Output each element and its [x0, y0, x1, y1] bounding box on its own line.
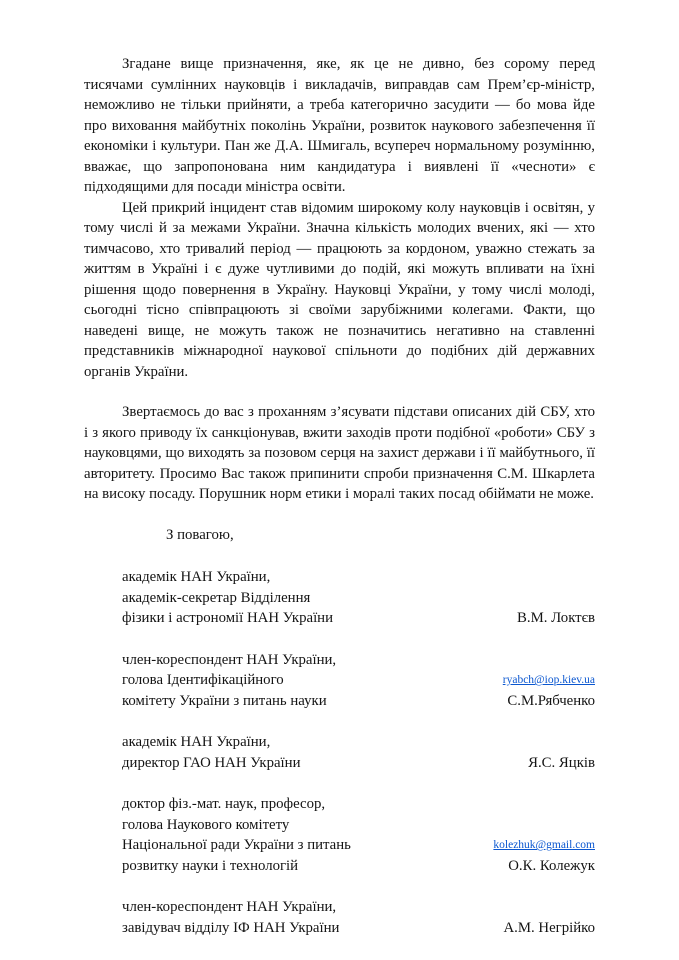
signer-role-line: завідувач відділу ІФ НАН України — [122, 919, 340, 936]
signer-role-line: голова Ідентифікаційного — [122, 672, 284, 688]
signer-roles — [122, 732, 301, 773]
paragraph-incident: Цей прикрий інцидент став відомим широкому колу науковців і освітян, у тому числі й за межами України. Значна кількість молодих вчених, які — хто тимчасово, хто тривалий період — працюють за кордоном, уважно стежать за життям в Україні і є дуже чутливими до подій, які можуть впливати на їхні рішення щодо повернення в Україну. Науковці України, у тому числі молоді, сьогодні тісно співпрацюють зі своїми зарубіжними колегами. Факти, що наведені вище, не можуть також не позначитись негативно на ставленні представників міжнародної наукової спільноти до подібних дій державних органів України. — [84, 199, 595, 380]
signer-role-line: академік НАН України, — [122, 569, 271, 585]
signature-block — [122, 567, 595, 629]
email-link[interactable]: kolezhuk@gmail.com — [493, 839, 595, 851]
signer-identity — [503, 670, 595, 711]
signer-role-line: голова Наукового комітету — [122, 816, 290, 833]
signer-identity — [517, 608, 595, 629]
signer-identity — [503, 918, 595, 939]
closing-salutation: З повагою, — [166, 526, 234, 543]
signer-name: Я.С. Яцків — [528, 754, 595, 771]
paragraph-appointment: Згадане вище призначення, яке, як це не дивно, без сорому перед тисячами сумлінних науковців і викладачів, виправдав сам Прем’єр-міністр, неможливо не тільки прийняти, а треба категорично засудити — бо мова йде про виховання майбутніх поколінь України, розвиток наукового забезпечення її економіки і культури. Пан же Д.А. Шмигаль, всупереч нормальному розумінню, вважає, що запропонована ним кандидатура і виявлені її «чесноти» є підходящими для посади міністра освіти. — [84, 56, 595, 195]
signer-roles — [122, 794, 351, 876]
signer-roles — [122, 567, 333, 629]
signer-role-line: член-кореспондент НАН України, — [122, 651, 337, 668]
signer-identity — [493, 835, 595, 876]
signer-name: А.М. Негрійко — [503, 919, 595, 936]
signer-roles — [122, 650, 336, 712]
signature-block — [122, 897, 595, 938]
signature-block — [122, 732, 595, 773]
signer-name: О.К. Колежук — [508, 857, 595, 874]
signer-role-line: член-кореспондент НАН України, — [122, 899, 337, 915]
paragraph-request: Звертаємось до вас з проханням з’ясувати підстави описаних дій СБУ, хто і з якого приводу їх санкціонував, вжити заходів проти подібної «роботи» СБУ з науковцями, що виходять за позовом серця на захист держави і її майбутнього, її авторитету. Просимо Вас також припинити спроби призначення С.М. Шкарлета на високу посаду. Порушник норм етики і моралі таких посад обіймати не може. — [84, 404, 595, 502]
signature-block — [122, 650, 595, 712]
email-link[interactable]: ryabch@iop.kiev.ua — [502, 674, 595, 686]
signer-role-line: фізики і астрономії НАН України — [122, 610, 334, 626]
signer-role-line: комітету України з питань науки — [122, 692, 327, 709]
signer-role-line: директор ГАО НАН України — [122, 754, 301, 771]
signature-block — [122, 794, 595, 876]
signer-name: С.М.Рябченко — [507, 692, 595, 709]
signer-role-line: академік НАН України, — [122, 734, 271, 750]
signer-role-line: доктор фіз.-мат. наук, професор, — [122, 796, 326, 812]
signer-role-line: Національної ради України з питань — [122, 837, 351, 853]
signer-role-line: розвитку науки і технологій — [122, 857, 299, 874]
signer-name: В.М. Локтєв — [517, 610, 595, 626]
signer-identity — [528, 753, 595, 774]
signer-roles — [122, 897, 339, 938]
signer-role-line: академік-секретар Відділення — [122, 589, 311, 606]
